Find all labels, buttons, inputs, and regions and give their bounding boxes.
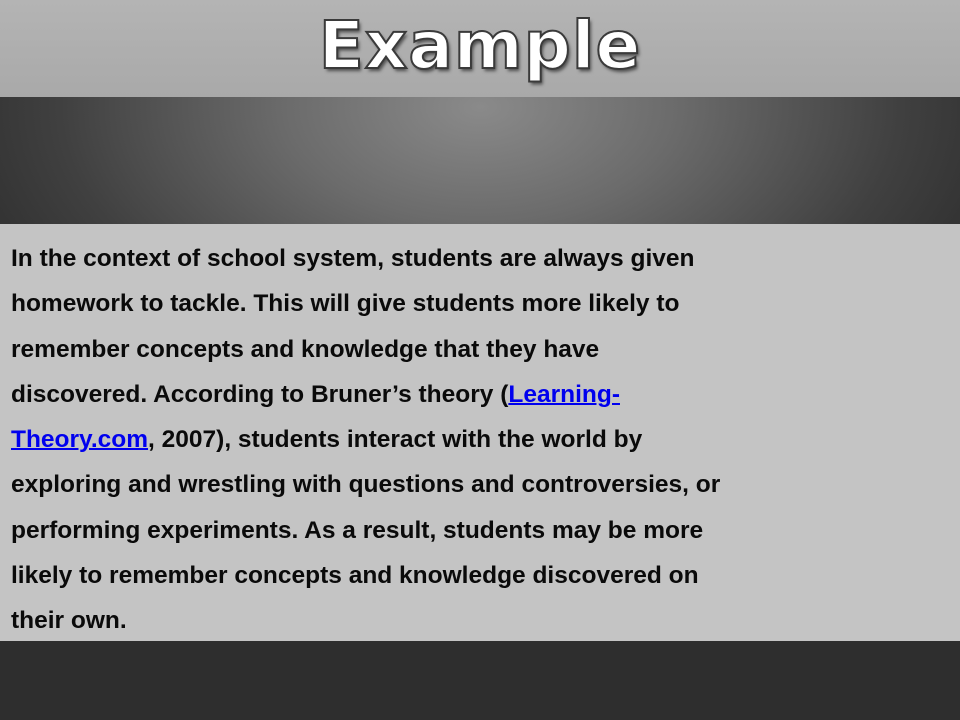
body-line xyxy=(11,327,951,372)
slide-title: Example xyxy=(318,7,642,84)
body-text-segment: their own. xyxy=(11,607,127,635)
body-line xyxy=(11,598,951,643)
body-line xyxy=(11,462,951,507)
body-text-segment: In the context of school system, students are always given xyxy=(11,245,695,272)
body-line xyxy=(11,372,951,417)
body-text-segment: discovered. According to Bruner’s theory ( xyxy=(11,380,509,408)
body-text-segment: , 2007), students interact with the world by xyxy=(148,426,643,454)
body-text-segment: remember concepts and knowledge that they have xyxy=(11,335,600,363)
body-text-segment: likely to remember concepts and knowledge discovered on xyxy=(11,562,699,590)
body-paragraph xyxy=(11,236,951,644)
learning-theory-link-part2[interactable]: Theory.com xyxy=(11,426,149,454)
body-text-segment: exploring and wrestling with questions and controversies, or xyxy=(11,471,721,499)
body-text-segment: performing experiments. As a result, students may be more xyxy=(11,516,704,544)
body-line xyxy=(11,236,951,281)
body-text-segment: homework to tackle. This will give students more likely to xyxy=(11,290,680,318)
body-line xyxy=(11,553,951,598)
learning-theory-link-part1[interactable]: Learning- xyxy=(508,380,620,408)
body-line xyxy=(11,281,951,326)
body-line xyxy=(11,417,951,462)
body-line xyxy=(11,508,951,553)
